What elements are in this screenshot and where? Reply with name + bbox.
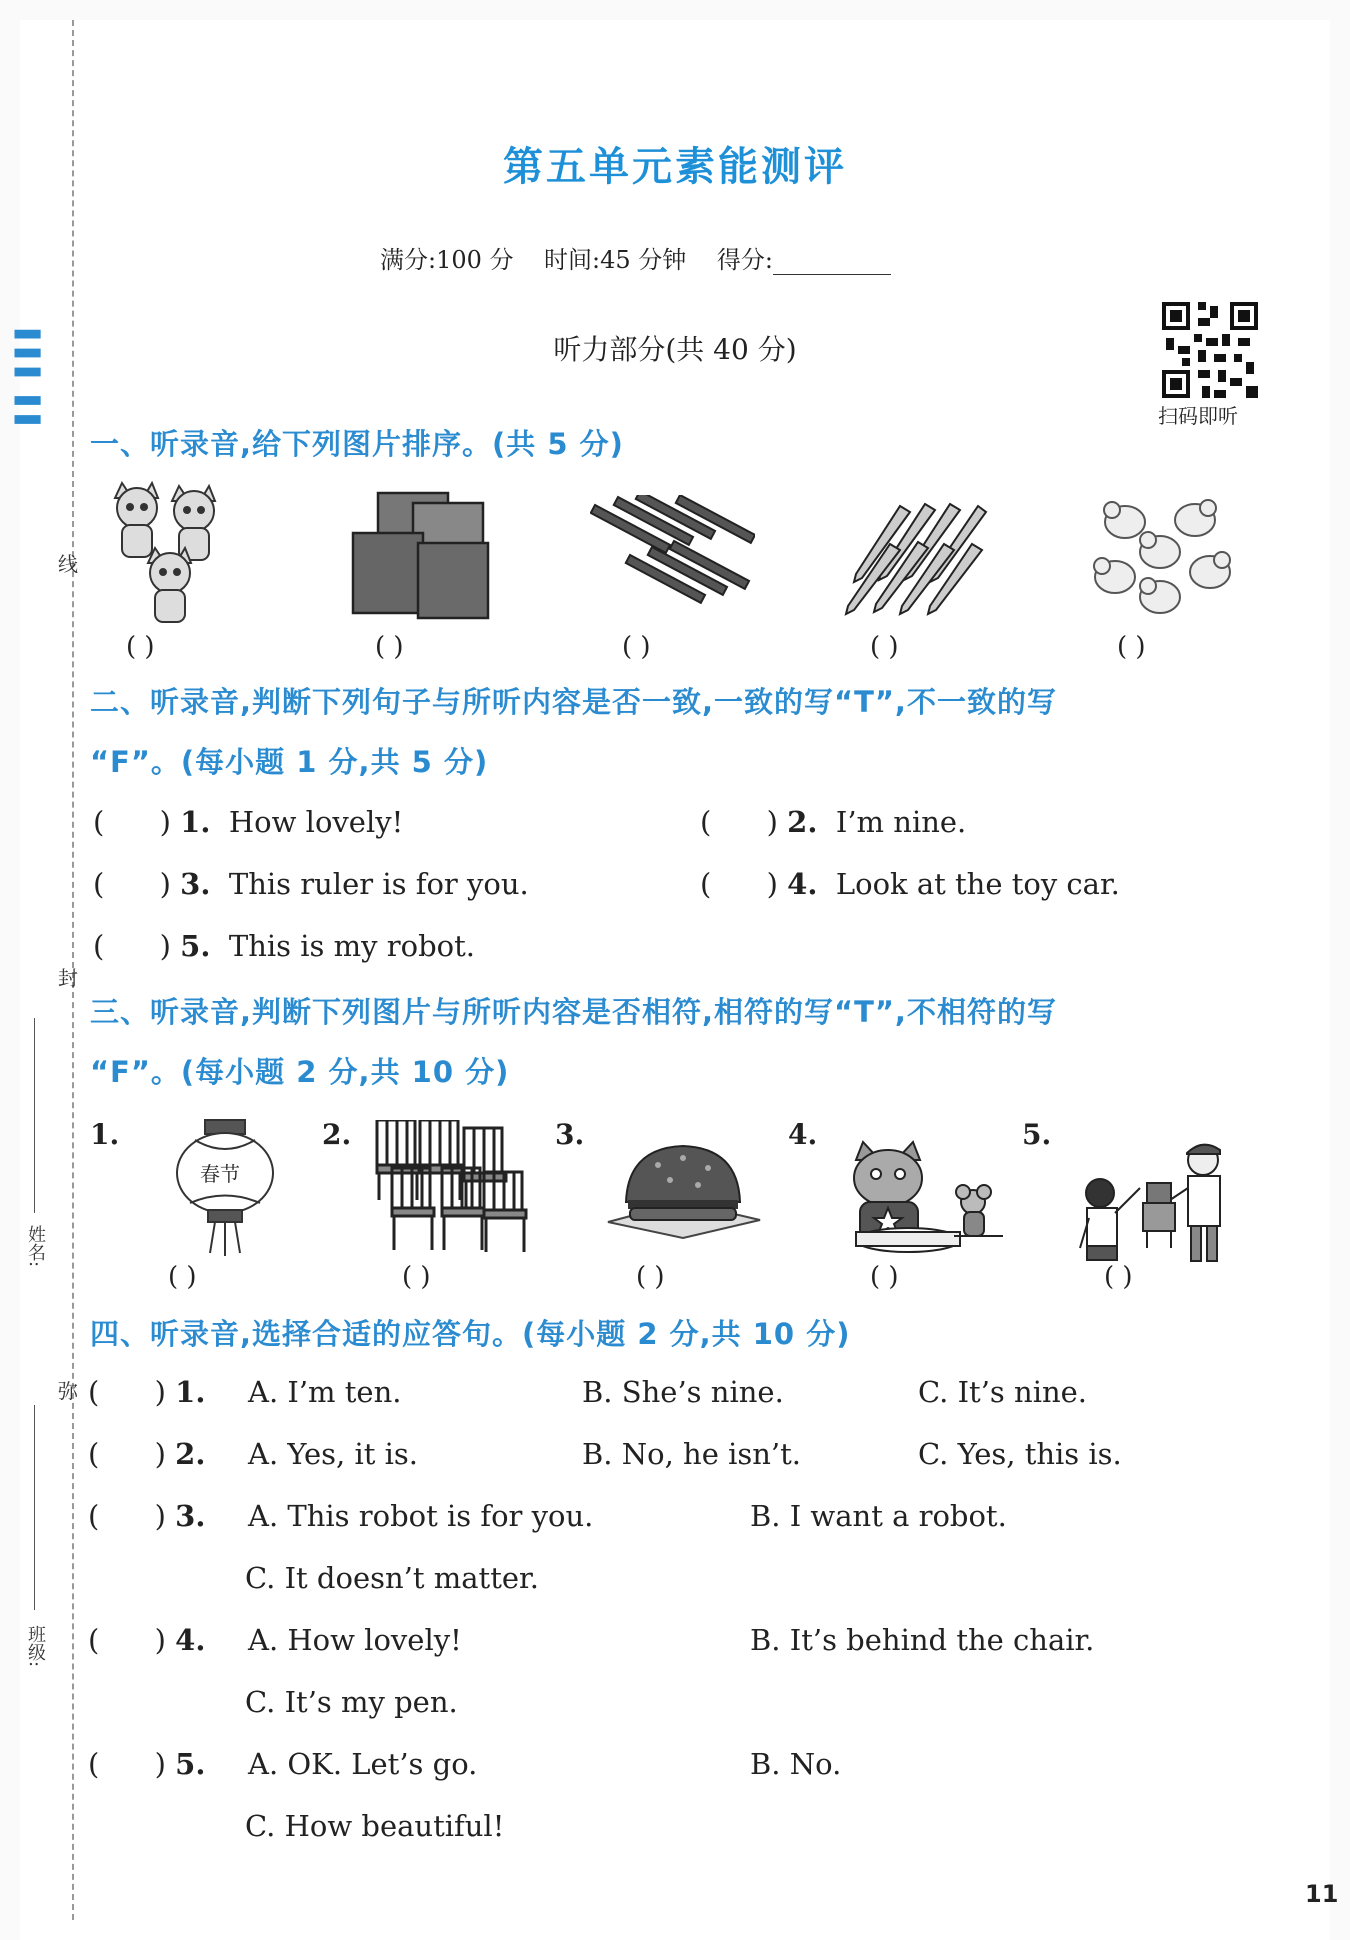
section3-heading-line2: “F”。(每小题 2 分,共 10 分)	[90, 1055, 510, 1089]
s4-item-5-stem: ( ) 5.	[88, 1747, 206, 1781]
name-blank[interactable]	[34, 1018, 35, 1213]
s4-item-4-option-c: C. It’s my pen.	[245, 1685, 458, 1719]
s4-item-5-option-b: B. No.	[750, 1747, 842, 1781]
s2-item-3: ( ) 3. This ruler is for you.	[93, 867, 529, 901]
worksheet-page	[20, 20, 1330, 1940]
s3-num-4: 4.	[788, 1118, 818, 1151]
s3-blank-4[interactable]: ( )	[870, 1262, 899, 1292]
s1-blank-1[interactable]: ( )	[126, 632, 155, 662]
full-score-label: 满分:100 分	[380, 246, 514, 274]
s4-item-3-option-a: A. This robot is for you.	[248, 1499, 594, 1533]
s3-num-3: 3.	[555, 1118, 585, 1151]
chairs-icon	[372, 1120, 532, 1255]
s4-item-1-option-b: B. She’s nine.	[582, 1375, 784, 1409]
s4-item-3-option-b: B. I want a robot.	[750, 1499, 1007, 1533]
rulers-icon	[590, 495, 755, 610]
class-label: 班级:	[25, 1625, 46, 1668]
pencils-icon	[840, 498, 990, 618]
page-title: 第五单元素能测评	[503, 143, 847, 190]
s4-item-1-option-a: A. I’m ten.	[248, 1375, 402, 1409]
s2-item-1: ( ) 1. How lovely!	[93, 805, 404, 839]
s1-blank-2[interactable]: ( )	[375, 632, 404, 662]
s4-item-3-option-c: C. It doesn’t matter.	[245, 1561, 539, 1595]
section2-heading: 二、听录音,判断下列句子与所听内容是否一致,一致的写“T”,不一致的写	[90, 685, 1057, 719]
section2-heading-line2: “F”。(每小题 1 分,共 5 分)	[90, 745, 489, 779]
s1-blank-3[interactable]: ( )	[622, 632, 651, 662]
s3-num-5: 5.	[1022, 1118, 1052, 1151]
s3-blank-1[interactable]: ( )	[168, 1262, 197, 1292]
binding-secret-char: 弥	[58, 1379, 78, 1403]
chicks-icon	[1090, 492, 1240, 622]
listening-heading: 听力部分(共 40 分)	[553, 333, 797, 366]
s4-item-1-stem: ( ) 1.	[88, 1375, 206, 1409]
page-number: 11	[1305, 1880, 1339, 1908]
s4-item-1-option-c: C. It’s nine.	[918, 1375, 1088, 1409]
s4-item-4-option-a: A. How lovely!	[248, 1623, 462, 1657]
time-label: 时间:45 分钟	[544, 246, 687, 274]
s4-item-2-stem: ( ) 2.	[88, 1437, 206, 1471]
binding-seal-char: 封	[58, 966, 78, 990]
class-blank[interactable]	[34, 1405, 35, 1610]
s4-item-2-option-c: C. Yes, this is.	[918, 1437, 1122, 1471]
s2-item-2: ( ) 2. I’m nine.	[700, 805, 967, 839]
score-blank[interactable]	[773, 252, 891, 275]
cat-mouse-cake-icon	[838, 1140, 1013, 1260]
books-icon	[348, 488, 498, 623]
s3-num-1: 1.	[90, 1118, 120, 1151]
s3-blank-2[interactable]: ( )	[402, 1262, 431, 1292]
lantern-icon	[170, 1118, 280, 1258]
s3-blank-3[interactable]: ( )	[636, 1262, 665, 1292]
s4-item-3-stem: ( ) 3.	[88, 1499, 206, 1533]
s4-item-2-option-b: B. No, he isn’t.	[582, 1437, 802, 1471]
s2-item-5: ( ) 5. This is my robot.	[93, 929, 475, 963]
score-info	[380, 240, 891, 275]
s1-blank-5[interactable]: ( )	[1117, 632, 1146, 662]
s4-item-2-option-a: A. Yes, it is.	[248, 1437, 419, 1471]
binding-line-char: 线	[58, 552, 78, 576]
s4-item-5-option-a: A. OK. Let’s go.	[248, 1747, 478, 1781]
boy-robot-icon	[1075, 1138, 1235, 1263]
lantern-text: 春节	[200, 1162, 240, 1186]
got-score-label: 得分:	[716, 246, 773, 274]
qr-label: 扫码即听	[1158, 404, 1238, 428]
cats-icon	[105, 478, 240, 628]
section1-heading: 一、听录音,给下列图片排序。(共 5 分)	[90, 427, 624, 461]
side-series-mark: ▌▌▌ ▌▌	[14, 330, 39, 435]
qr-code-icon[interactable]	[1162, 302, 1258, 398]
s3-blank-5[interactable]: ( )	[1104, 1262, 1133, 1292]
s3-num-2: 2.	[322, 1118, 352, 1151]
name-label: 姓名:	[25, 1225, 46, 1268]
section4-heading: 四、听录音,选择合适的应答句。(每小题 2 分,共 10 分)	[90, 1317, 851, 1351]
s4-item-4-stem: ( ) 4.	[88, 1623, 206, 1657]
section3-heading: 三、听录音,判断下列图片与所听内容是否相符,相符的写“T”,不相符的写	[90, 995, 1057, 1029]
hamburger-icon	[598, 1140, 768, 1240]
s1-blank-4[interactable]: ( )	[870, 632, 899, 662]
s2-item-4: ( ) 4. Look at the toy car.	[700, 867, 1120, 901]
s4-item-5-option-c: C. How beautiful!	[245, 1809, 505, 1843]
s4-item-4-option-b: B. It’s behind the chair.	[750, 1623, 1095, 1657]
